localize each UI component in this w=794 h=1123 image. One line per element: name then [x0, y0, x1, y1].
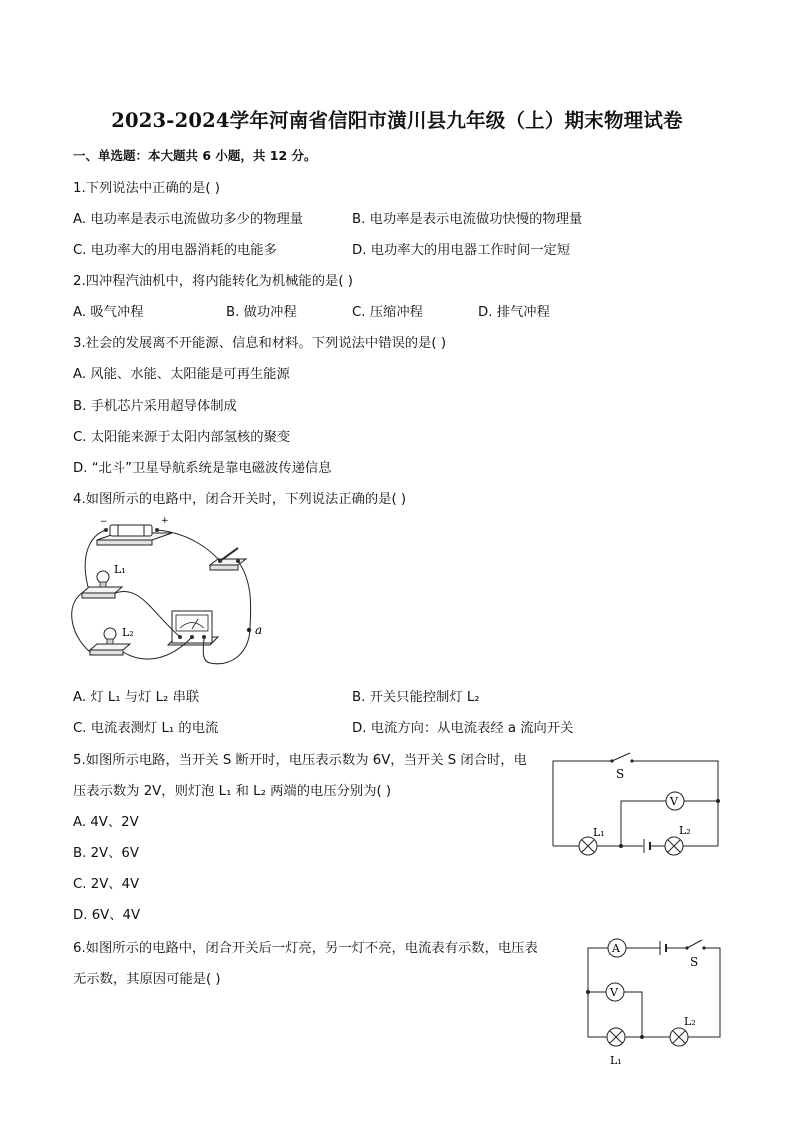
lamp-l1-icon — [579, 837, 597, 855]
q4-circuit-figure — [60, 515, 270, 675]
q5-option-b[interactable]: B. 2V、6V — [73, 846, 139, 861]
q1-option-d[interactable]: D. 电功率大的用电器工作时间一定短 — [352, 243, 571, 258]
q5-wires — [553, 761, 718, 846]
question-5-stem-line2: 压表示数为 2V，则灯泡 L₁ 和 L₂ 两端的电压分别为( ) — [73, 784, 392, 799]
voltmeter-v-label: V — [670, 795, 678, 808]
question-1-stem: 1.下列说法中正确的是( ) — [73, 181, 220, 196]
switch-icon — [210, 548, 246, 570]
junction-dot — [586, 990, 590, 994]
lamp-l2-label: L₂ — [684, 1015, 696, 1028]
q2-option-c[interactable]: C. 压缩冲程 — [352, 305, 423, 320]
lamp-l2-label: L₂ — [679, 824, 691, 837]
q3-option-b[interactable]: B. 手机芯片采用超导体制成 — [73, 399, 237, 414]
lamp-l2-icon — [665, 837, 683, 855]
q3-option-a[interactable]: A. 风能、水能、太阳能是可再生能源 — [73, 367, 290, 382]
switch-icon — [610, 753, 633, 763]
battery-icon — [660, 941, 666, 955]
page-title: 2023-2024学年河南省信阳市潢川县九年级（上）期末物理试卷 — [111, 109, 683, 132]
q4-option-b[interactable]: B. 开关只能控制灯 L₂ — [352, 690, 480, 705]
ammeter-icon — [168, 611, 218, 645]
q4-option-d[interactable]: D. 电流方向：从电流表经 a 流向开关 — [352, 721, 574, 736]
q5-option-a[interactable]: A. 4V、2V — [73, 815, 139, 830]
lamp-l1-label: L₁ — [593, 826, 605, 839]
question-6-stem-line2: 无示数，其原因可能是( ) — [73, 972, 221, 987]
q6-circuit-figure — [580, 930, 730, 1070]
junction-dot — [640, 1035, 644, 1039]
point-a-label: a — [255, 623, 263, 637]
q1-option-c[interactable]: C. 电功率大的用电器消耗的电能多 — [73, 243, 277, 258]
q2-option-b[interactable]: B. 做功冲程 — [226, 305, 297, 320]
battery-plus-label: + — [161, 516, 169, 526]
q4-option-c[interactable]: C. 电流表测灯 L₁ 的电流 — [73, 721, 219, 736]
voltmeter-v-label: V — [610, 986, 618, 999]
q3-option-d[interactable]: D. “北斗”卫星导航系统是靠电磁波传递信息 — [73, 461, 332, 476]
q1-option-a[interactable]: A. 电功率是表示电流做功多少的物理量 — [73, 212, 304, 227]
battery-icon — [644, 839, 650, 853]
lamp-l2-label: L₂ — [122, 626, 134, 639]
q2-option-a[interactable]: A. 吸气冲程 — [73, 305, 144, 320]
junction-a-dot — [247, 628, 251, 632]
lamp-l1-label: L₁ — [610, 1054, 622, 1067]
junction-dot — [619, 844, 623, 848]
q5-option-d[interactable]: D. 6V、4V — [73, 908, 141, 923]
switch-icon — [685, 940, 705, 950]
q5-option-c[interactable]: C. 2V、4V — [73, 877, 140, 892]
switch-s-label: S — [690, 955, 699, 969]
q1-option-b[interactable]: B. 电功率是表示电流做功快慢的物理量 — [352, 212, 583, 227]
question-6-stem-line1: 6.如图所示的电路中，闭合开关后一灯亮，另一灯不亮，电流表有示数，电压表 — [73, 941, 538, 956]
junction-dot — [716, 799, 720, 803]
q4-option-a[interactable]: A. 灯 L₁ 与灯 L₂ 串联 — [73, 690, 200, 705]
lamp-l1-icon — [607, 1028, 625, 1046]
battery-icon — [97, 525, 172, 545]
question-5-stem-line1: 5.如图所示电路，当开关 S 断开时，电压表示数为 6V，当开关 S 闭合时，电 — [73, 753, 527, 768]
question-3-stem: 3.社会的发展离不开能源、信息和材料。下列说法中错误的是( ) — [73, 336, 447, 351]
q3-option-c[interactable]: C. 太阳能来源于太阳内部氢核的聚变 — [73, 430, 291, 445]
question-4-stem: 4.如图所示的电路中，闭合开关时，下列说法正确的是( ) — [73, 492, 407, 507]
q5-circuit-figure — [548, 748, 728, 858]
question-2-stem: 2.四冲程汽油机中，将内能转化为机械能的是( ) — [73, 274, 353, 289]
lamp-l1-label: L₁ — [114, 563, 126, 576]
section-heading: 一、单选题：本大题共 6 小题，共 12 分。 — [73, 148, 317, 163]
ammeter-a-label: A — [612, 942, 620, 955]
lamp-l2-icon — [670, 1028, 688, 1046]
q2-option-d[interactable]: D. 排气冲程 — [478, 305, 550, 320]
switch-s-label: S — [616, 767, 625, 781]
battery-minus-label: − — [100, 517, 108, 527]
